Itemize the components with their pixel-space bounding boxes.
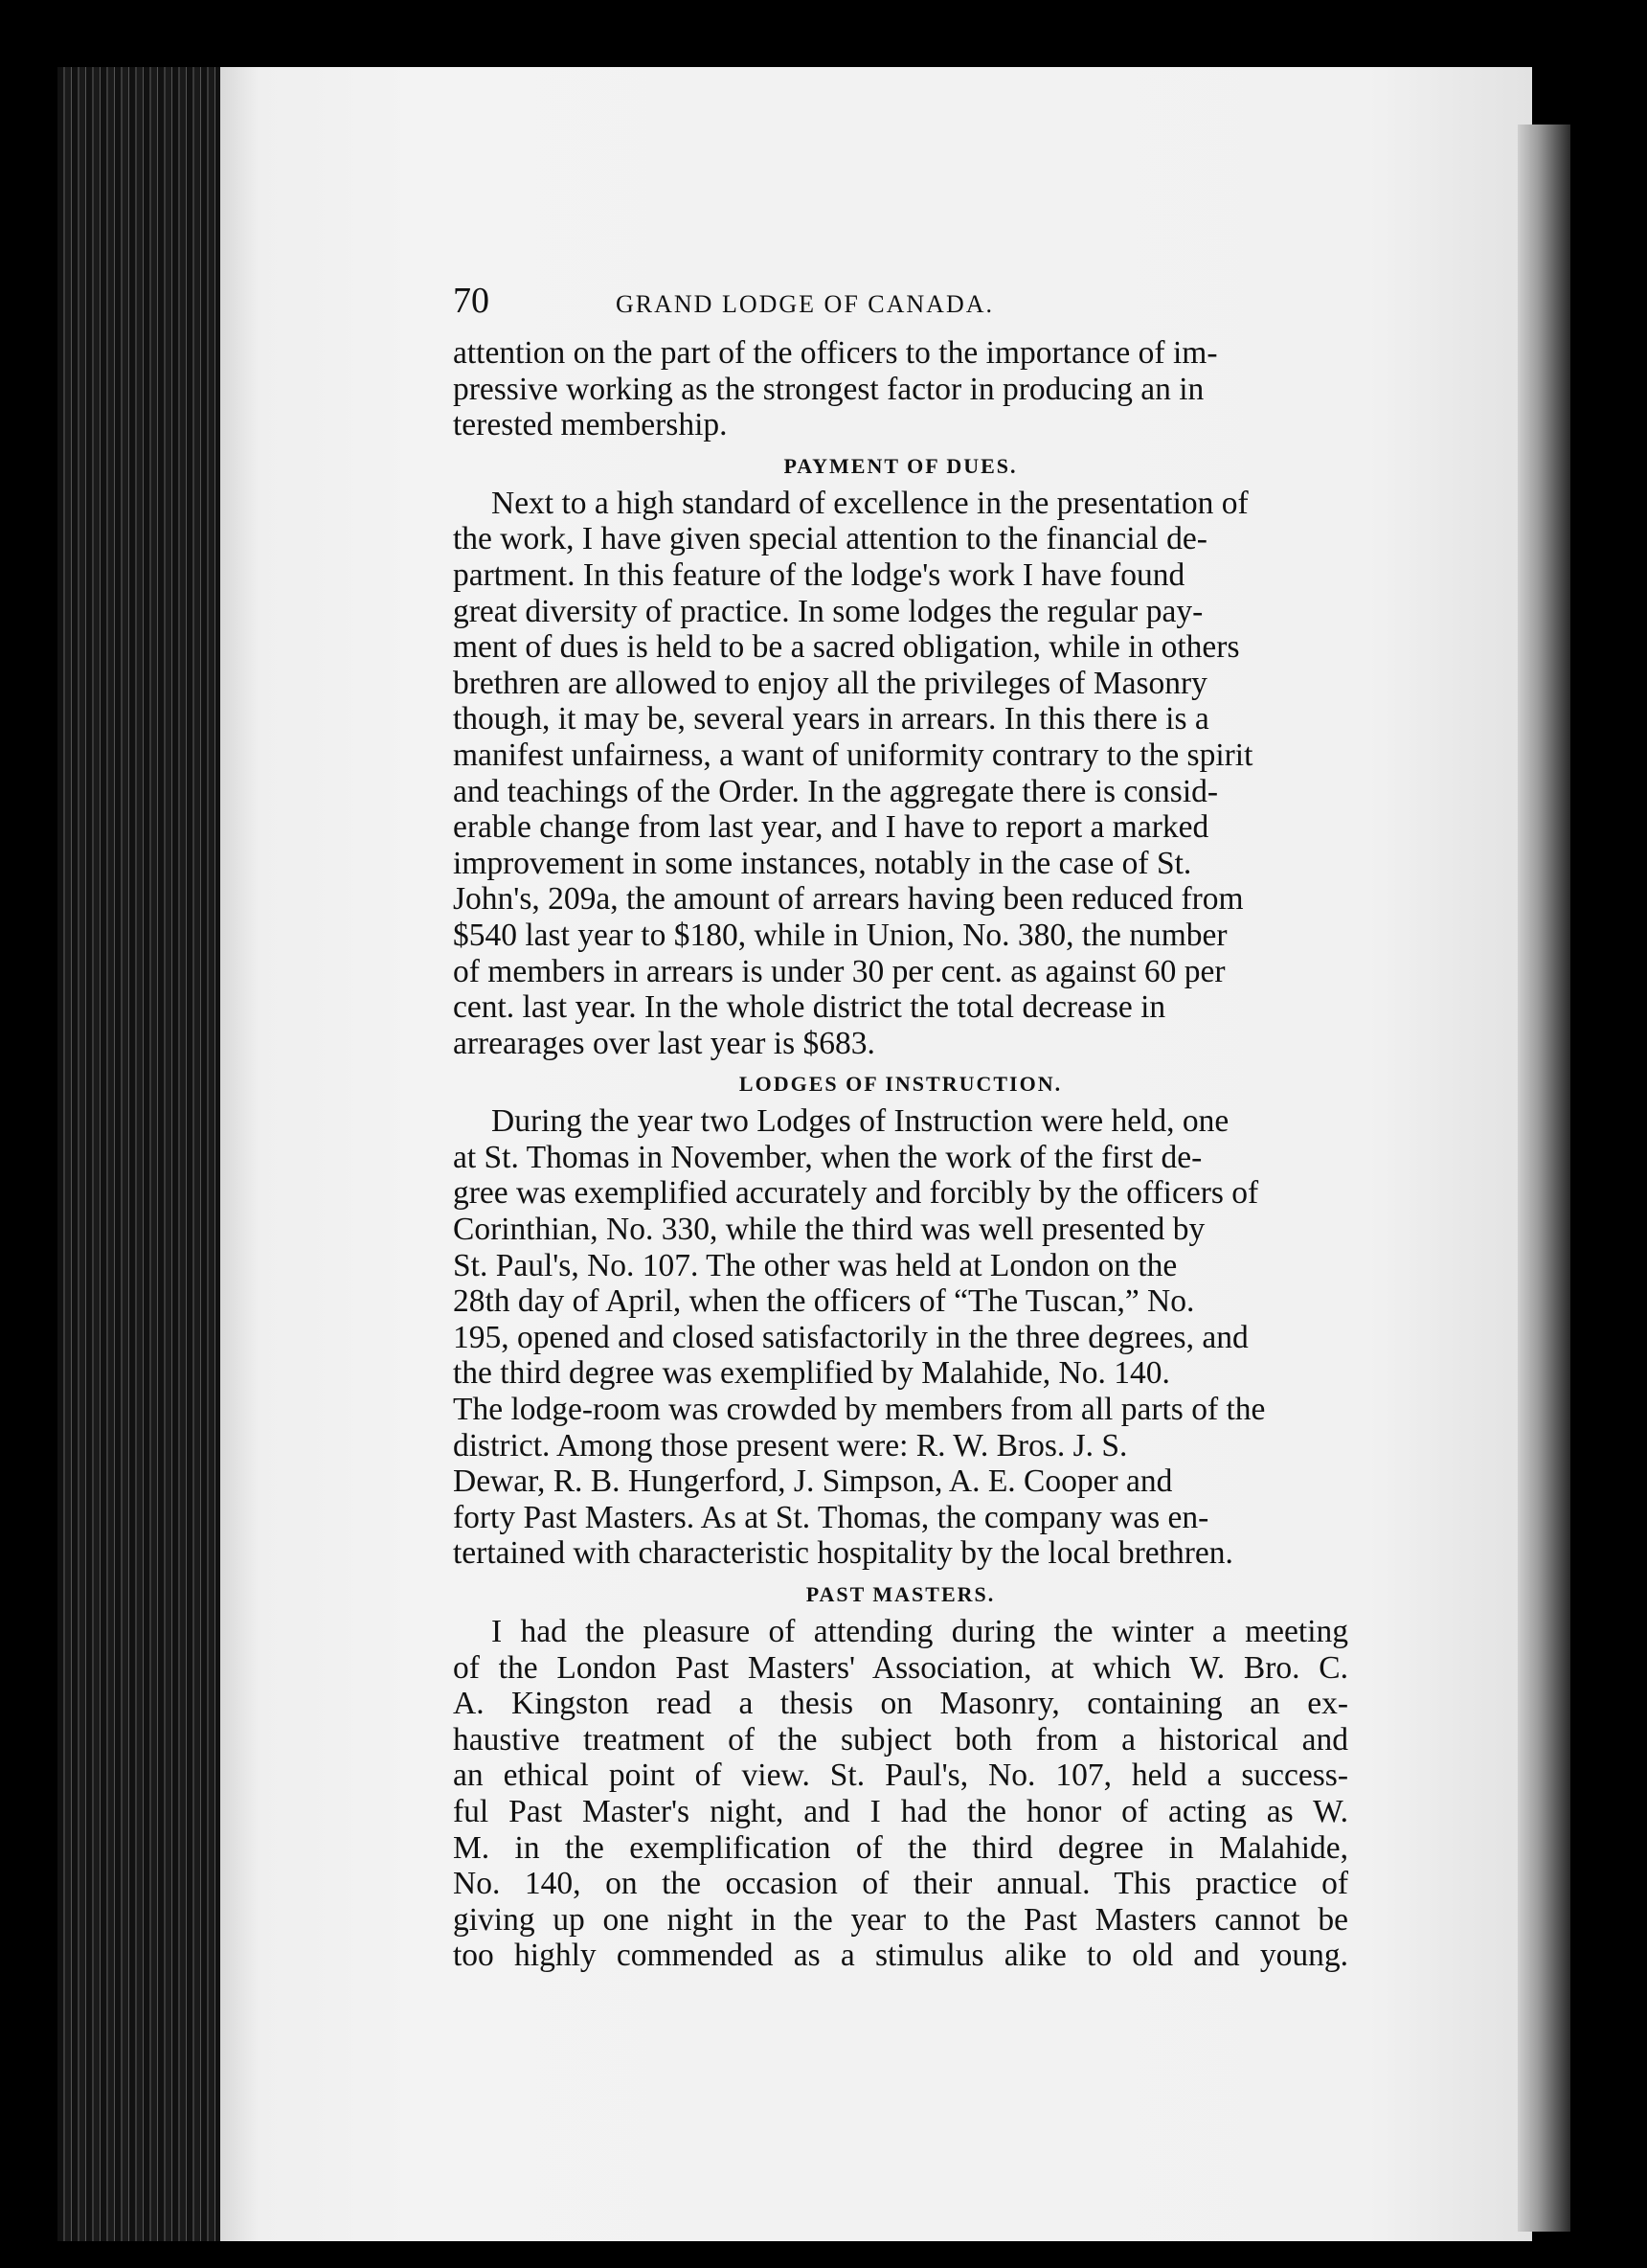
text-line: the work, I have given special attention to the financial de- [453, 521, 1207, 557]
text-line: Dewar, R. B. Hungerford, J. Simpson, A. E. Cooper and [453, 1463, 1173, 1500]
text-line: $540 last year to $180, while in Union, No. 380, the number [453, 917, 1228, 953]
section-heading: PAYMENT OF DUES. [783, 453, 1018, 478]
section-continuation [453, 335, 1348, 443]
text-line: tertained with characteristic hospitality by the local brethren. [453, 1535, 1233, 1572]
text-line: brethren are allowed to enjoy all the privileges of Masonry [453, 665, 1207, 701]
text-line: forty Past Masters. As at St. Thomas, the company was en- [453, 1499, 1209, 1535]
text-line: and teachings of the Order. In the aggregate there is consid- [453, 773, 1219, 809]
text-line: of the London Past Masters' Association, at which W. Bro. C. [453, 1649, 1348, 1686]
text-line: ful Past Master's night, and I had the honor of acting as W. [453, 1793, 1348, 1829]
text-line: giving up one night in the year to the Past Masters cannot be [453, 1901, 1348, 1938]
paragraph [453, 1103, 1348, 1572]
text-line: pressive working as the strongest factor in producing an in [453, 371, 1205, 407]
paragraph [453, 335, 1348, 443]
text-line: St. Paul's, No. 107. The other was held at London on the [453, 1247, 1178, 1283]
text-line: at St. Thomas in November, when the work of the first de- [453, 1139, 1203, 1175]
text-line: arrearages over last year is $683. [453, 1025, 875, 1061]
section-heading: LODGES OF INSTRUCTION. [738, 1072, 1063, 1097]
paragraph [453, 1614, 1348, 1974]
text-line: haustive treatment of the subject both from a historical and [453, 1721, 1348, 1758]
text-line: too highly commended as a stimulus alike to old and young. [453, 1938, 1348, 1974]
text-line: improvement in some instances, notably in the case of St. [453, 845, 1192, 881]
text-line: 28th day of April, when the officers of “The Tuscan,” No. [453, 1283, 1195, 1320]
text-line: ment of dues is held to be a sacred obligation, while in others [453, 629, 1240, 666]
section-lodges-of-instruction [453, 1065, 1348, 1572]
section-past-masters [453, 1576, 1348, 1974]
page-content [453, 280, 1348, 1974]
text-line: M. in the exemplification of the third degree in Malahide, [453, 1829, 1348, 1866]
text-line: The lodge-room was crowded by members from all parts of the [453, 1392, 1266, 1428]
text-line: great diversity of practice. In some lodges the regular pay- [453, 593, 1204, 629]
page-number: 70 [453, 281, 489, 321]
text-line: During the year two Lodges of Instruction were held, one [491, 1103, 1230, 1140]
text-line: erable change from last year, and I have to report a marked [453, 809, 1209, 846]
text-line: though, it may be, several years in arrears. In this there is a [453, 701, 1209, 737]
text-line: manifest unfairness, a want of uniformity contrary to the spirit [453, 737, 1253, 773]
text-line: attention on the part of the officers to the importance of im- [453, 335, 1218, 371]
text-line: Next to a high standard of excellence in the presentation of [491, 485, 1249, 521]
text-line: of members in arrears is under 30 per cent. as against 60 per [453, 953, 1226, 989]
page-header [453, 280, 1348, 335]
text-line: the third degree was exemplified by Malahide, No. 140. [453, 1355, 1170, 1392]
text-line: cent. last year. In the whole district the total decrease in [453, 989, 1166, 1026]
section-heading: PAST MASTERS. [805, 1582, 996, 1606]
text-line: terested membership. [453, 407, 728, 443]
text-line: I had the pleasure of attending during the winter a meeting [491, 1614, 1348, 1649]
facing-page-edge [1518, 125, 1570, 2232]
text-line: an ethical point of view. St. Paul's, No. 107, held a success- [453, 1758, 1348, 1794]
text-line: gree was exemplified accurately and forcibly by the officers of [453, 1175, 1259, 1212]
text-line: district. Among those present were: R. W. Bros. J. S. [453, 1427, 1128, 1463]
text-line: Corinthian, No. 330, while the third was well presented by [453, 1212, 1206, 1248]
text-line: partment. In this feature of the lodge's work I have found [453, 556, 1185, 593]
text-line: No. 140, on the occasion of their annual. This practice of [453, 1866, 1348, 1902]
text-line: 195, opened and closed satisfactorily in the three degrees, and [453, 1319, 1249, 1355]
text-line: John's, 209a, the amount of arrears having been reduced from [453, 881, 1244, 918]
running-head: GRAND LODGE OF CANADA. [616, 290, 994, 318]
paragraph [453, 486, 1348, 1062]
section-payment-of-dues [453, 447, 1348, 1062]
text-line: A. Kingston read a thesis on Masonry, containing an ex- [453, 1686, 1348, 1722]
